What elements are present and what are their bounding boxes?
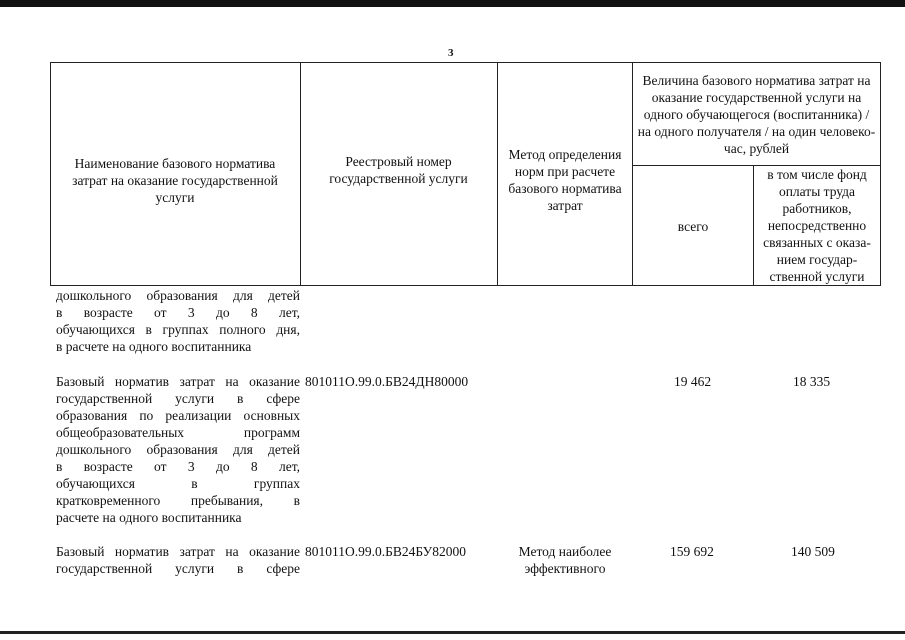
- row-1-name: [56, 373, 300, 526]
- row-0-name: [56, 287, 300, 355]
- text-line: обучающихся в группах: [56, 476, 300, 491]
- text-line: образования по реализации основных: [56, 408, 300, 423]
- page-number: 3: [448, 47, 454, 59]
- row-2-registry: 801011О.99.0.БВ24БУ82000: [305, 544, 466, 559]
- row-1-registry: 801011О.99.0.БВ24ДН80000: [305, 374, 469, 389]
- row-2-name: [56, 543, 300, 577]
- header-registry: Реестровый номер государственной услуги: [329, 154, 468, 186]
- text-line: дошкольного образования для детей: [56, 442, 300, 457]
- text-line: Базовый норматив затрат на оказание: [56, 544, 300, 559]
- text-line: в возрасте от 3 до 8 лет,: [56, 305, 300, 320]
- text-line: эффективного: [524, 561, 606, 576]
- text-line: дошкольного образования для детей: [56, 288, 300, 303]
- text-line: в расчете на одного воспитанника: [56, 339, 252, 354]
- text-line: государственной услуги в сфере: [56, 561, 300, 576]
- text-line: обучающихся в группах полного дня,: [56, 322, 300, 337]
- bottom-border: [0, 631, 905, 634]
- header-method: Метод определения норм при расчете базового норматива затрат: [508, 147, 622, 213]
- text-line: Метод наиболее: [518, 544, 612, 559]
- row-1-total: 19 462: [674, 374, 712, 389]
- header-name: Наименование базового норматива затрат на оказание государственной услуги: [72, 155, 278, 205]
- header-labor-fund: в том числе фонд оплаты труда работников, непосредственно связанных с оказа-нием государ-ственной услуги: [763, 167, 871, 284]
- row-2-labor: 140 509: [791, 544, 835, 559]
- text-line: в возрасте от 3 до 8 лет,: [56, 459, 300, 474]
- row-1-labor: 18 335: [793, 374, 831, 389]
- row-2-method: [500, 543, 630, 577]
- text-line: расчете на одного воспитанника: [56, 510, 242, 525]
- header-value-group: Величина базового норматива затрат на оказание государственной услуги на одного обучающегося (воспитанника) / на одного получателя / на один человеко-час, рублей: [637, 72, 876, 156]
- text-line: общеобразовательных программ: [56, 425, 300, 440]
- text-line: Базовый норматив затрат на оказание: [56, 374, 300, 389]
- top-border: [0, 0, 905, 7]
- header-total: всего: [677, 219, 709, 234]
- row-2-total: 159 692: [670, 544, 714, 559]
- text-line: кратковременного пребывания, в: [56, 493, 300, 508]
- text-line: государственной услуги в сфере: [56, 391, 300, 406]
